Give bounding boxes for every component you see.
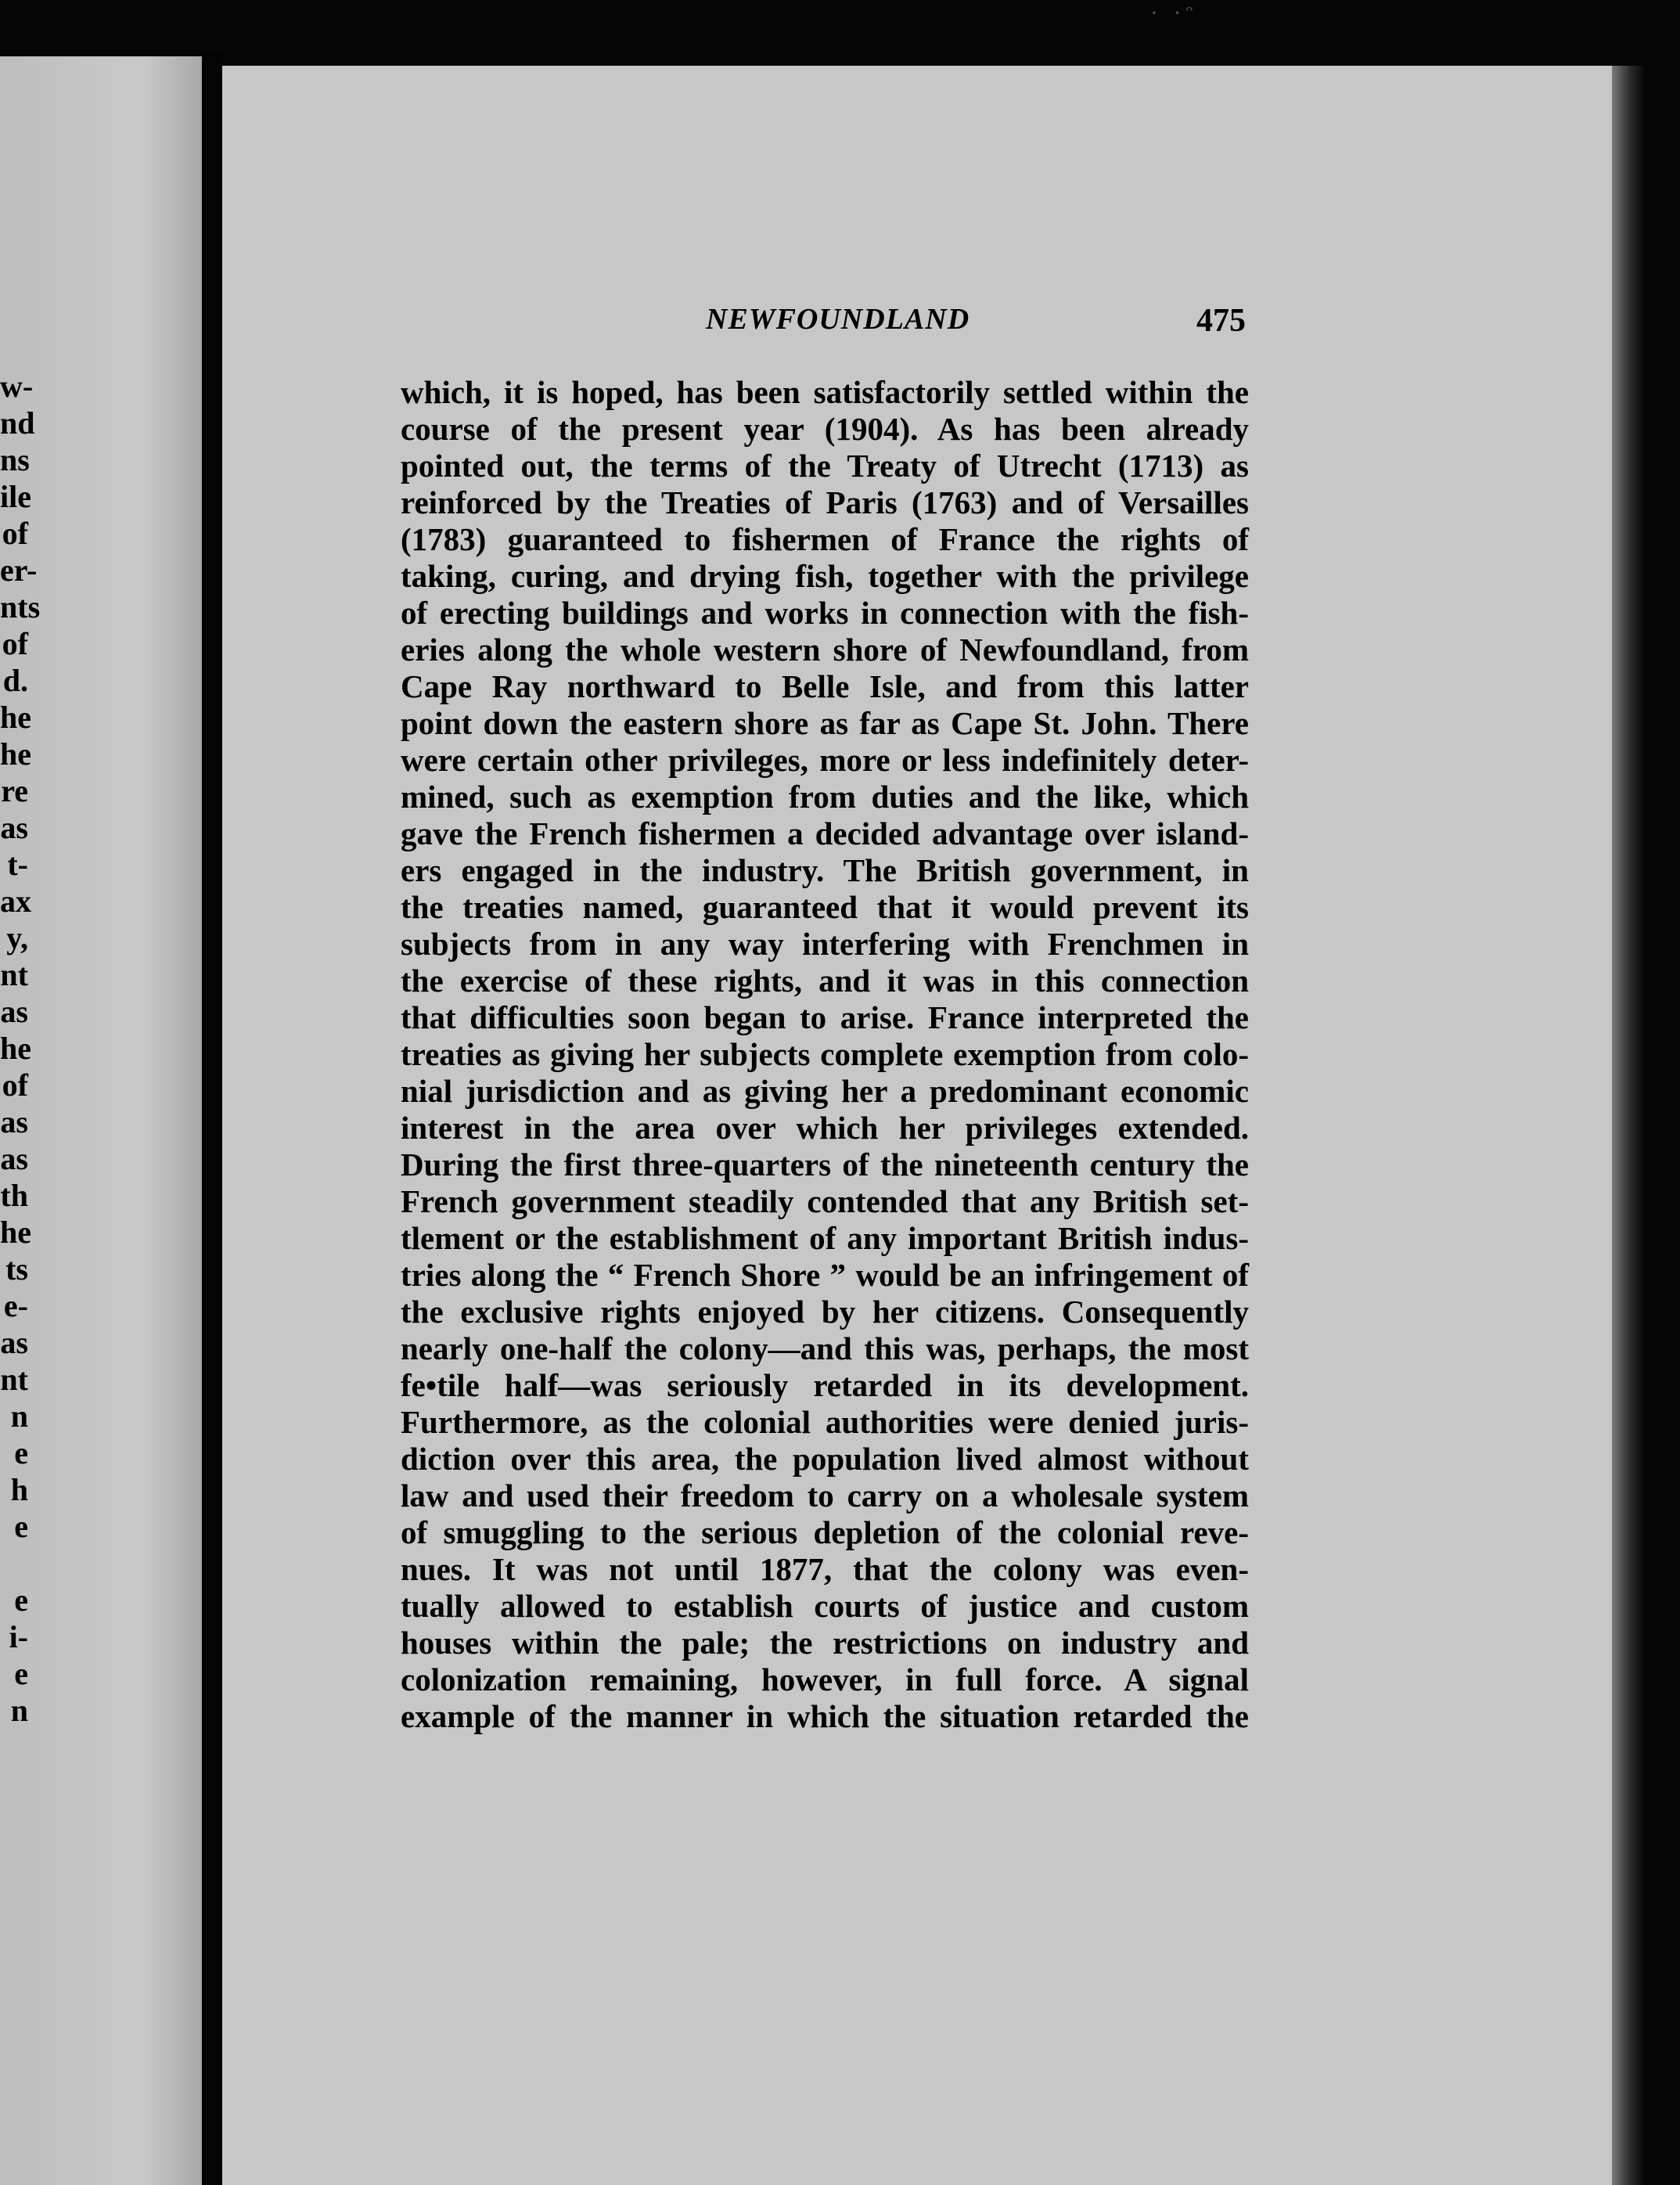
page-number: 475 [1196,303,1246,339]
text-line: nues. It was not until 1877, that the colony was even- [401,1551,1249,1587]
margin-fragment: d. [2,663,28,698]
top-smudge: · ·ᵔ [1150,0,1198,26]
text-line: tlement or the establishment of any important British indus- [401,1220,1249,1256]
text-line: the exercise of these rights, and it was in this connection [401,963,1249,999]
text-line: treaties as giving her subjects complete exemption from colo- [401,1036,1249,1072]
text-line: Furthermore, as the colonial authorities were denied juris- [401,1404,1249,1440]
margin-fragment: ax [0,884,31,919]
text-line: During the first three-quarters of the nineteenth century the [401,1146,1249,1182]
text-line: were certain other privileges, more or less indefinitely deter- [401,742,1249,778]
margin-fragment: nt [0,957,28,992]
margin-fragment: e [14,1509,28,1544]
margin-fragment: e [14,1435,28,1470]
text-line: of erecting buildings and works in connection with the fish- [401,595,1249,631]
text-line: the exclusive rights enjoyed by her citizens. Consequently [401,1294,1249,1330]
text-line: French government steadily contended that any British set- [401,1183,1249,1219]
text-line: (1783) guaranteed to fishermen of France the rights of [401,521,1249,557]
text-line: reinforced by the Treaties of Paris (1763) and of Versailles [401,484,1249,520]
margin-fragment: w- [0,369,34,404]
text-line: pointed out, the terms of the Treaty of Utrecht (1713) as [401,448,1249,484]
text-line: law and used their freedom to carry on a wholesale system [401,1478,1249,1514]
left-margin-fragments [0,368,41,1729]
body-text [401,374,1249,1735]
margin-fragment: of [2,1067,28,1103]
margin-fragment: ile [0,479,31,514]
text-line: diction over this area, the population lived almost without [401,1441,1249,1477]
margin-fragment: th [0,1178,28,1213]
margin-fragment: he [0,736,31,772]
margin-fragment: e- [3,1288,28,1323]
margin-fragment: n [10,1398,28,1434]
margin-fragment: y, [6,920,28,956]
margin-fragment: he [0,1215,31,1250]
margin-fragment: as [0,810,28,845]
margin-fragment: i- [9,1619,28,1654]
margin-fragment: er- [0,553,38,588]
margin-fragment: of [2,626,28,661]
text-line: interest in the area over which her privileges extended. [401,1110,1249,1146]
text-line: mined, such as exemption from duties and the like, which [401,779,1249,815]
text-line: fe•tile half—was seriously retarded in its development. [401,1367,1249,1403]
margin-fragment: ns [0,442,30,477]
text-line: subjects from in any way interfering with Frenchmen in [401,926,1249,962]
book-gutter [202,52,222,2185]
text-line: which, it is hoped, has been satisfactorily settled within the [401,374,1249,410]
margin-fragment: re [1,773,28,808]
text-line: nearly one-half the colony—and this was, perhaps, the most [401,1330,1249,1366]
margin-fragment: nd [0,405,35,441]
text-line: of smuggling to the serious depletion of the colonial reve- [401,1514,1249,1550]
text-line: point down the eastern shore as far as Cape St. John. There [401,705,1249,741]
text-line: example of the manner in which the situation retarded the [401,1698,1249,1734]
margin-fragment: ts [5,1251,28,1287]
text-line: eries along the whole western shore of Newfoundland, from [401,632,1249,668]
margin-fragment: of [2,516,28,551]
margin-fragment: as [0,1141,28,1176]
text-line: that difficulties soon began to arise. France interpreted the [401,999,1249,1035]
text-line: gave the French fishermen a decided advantage over island- [401,815,1249,851]
margin-fragment: t- [7,847,28,882]
margin-fragment: h [10,1472,28,1507]
text-line: nial jurisdiction and as giving her a predominant economic [401,1073,1249,1109]
margin-fragment: e [14,1582,28,1618]
margin-fragment: he [0,700,31,735]
text-line: ers engaged in the industry. The British government, in [401,852,1249,888]
margin-fragment: nts [0,589,41,625]
text-line: colonization remaining, however, in full force. A signal [401,1661,1249,1697]
margin-fragment: n [10,1693,28,1728]
text-line: taking, curing, and drying fish, together with the privilege [401,558,1249,594]
text-line: Cape Ray northward to Belle Isle, and from this latter [401,668,1249,704]
margin-fragment: he [0,1031,31,1066]
margin-fragment: as [0,994,28,1029]
text-line: houses within the pale; the restrictions on industry and [401,1625,1249,1661]
text-line: tries along the “ French Shore ” would be an infringement of [401,1257,1249,1293]
text-line: course of the present year (1904). As has been already [401,411,1249,447]
margin-fragment: nt [0,1362,28,1397]
text-line: tually allowed to establish courts of justice and custom [401,1588,1249,1624]
margin-fragment: as [0,1104,28,1139]
margin-fragment: e [14,1656,28,1691]
margin-fragment: as [0,1325,28,1360]
margin-fragment [0,1545,28,1582]
running-head: NEWFOUNDLAND [706,303,970,336]
text-line: the treaties named, guaranteed that it would prevent its [401,889,1249,925]
page-header [401,302,1246,349]
page-edge-shadow [1612,66,1643,2185]
